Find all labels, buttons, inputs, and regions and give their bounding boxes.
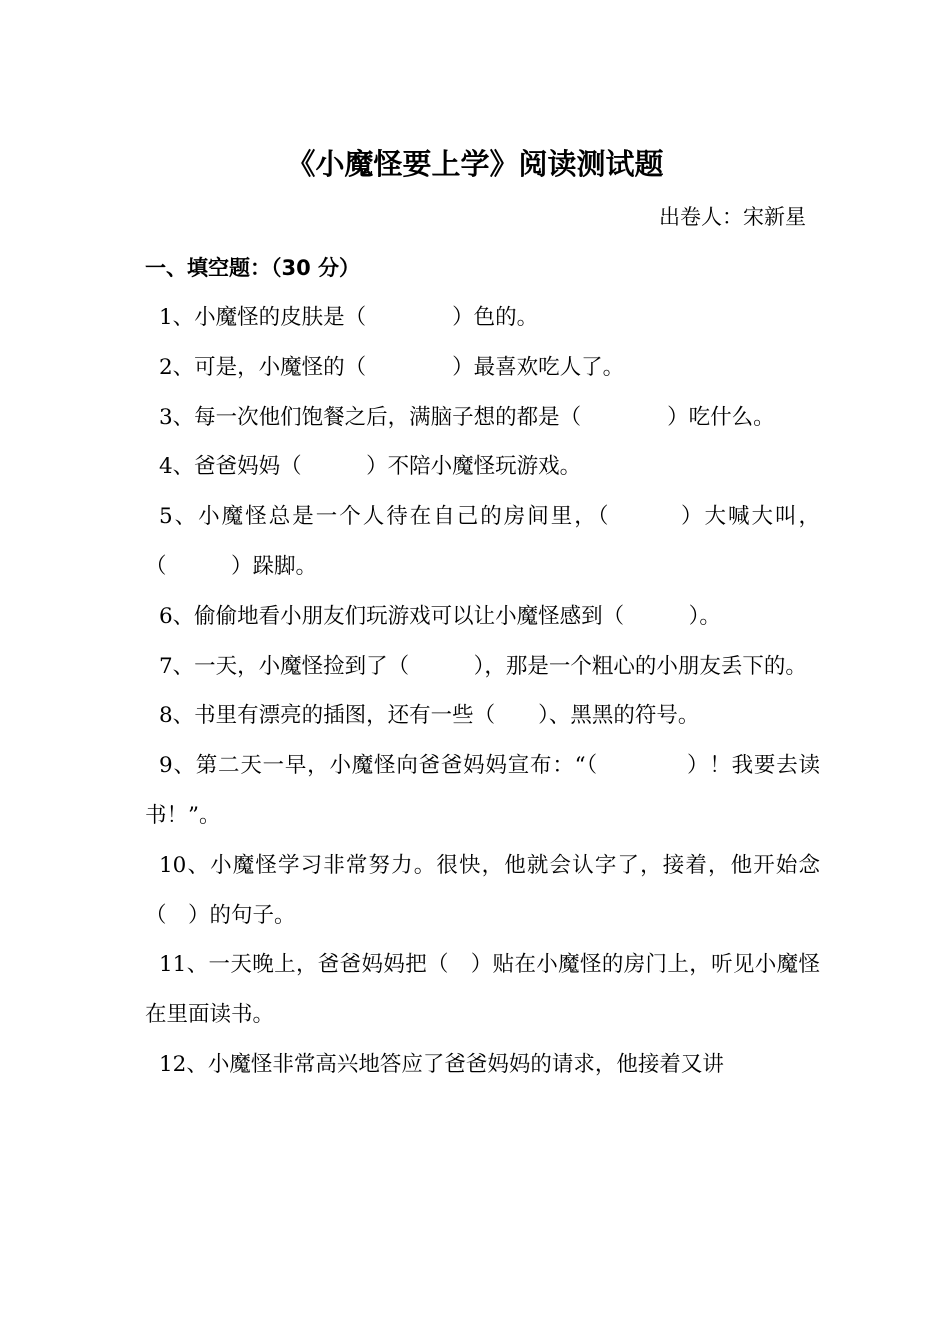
question-9: 9、第二天一早，小魔怪向爸爸妈妈宣布：“（ ）！我要去读书！”。 <box>145 753 820 828</box>
question-10: 10、小魔怪学习非常努力。很快，他就会认字了，接着，他开始念（ ）的句子。 <box>145 852 820 928</box>
question-1: 1、小魔怪的皮肤是（ ）色的。 <box>159 305 539 330</box>
question-list <box>145 293 820 1090</box>
section-heading: 一、填空题：（30 分） <box>145 256 361 280</box>
question-11: 11、一天晚上，爸爸妈妈把（ ）贴在小魔怪的房门上，听见小魔怪在里面读书。 <box>145 952 820 1028</box>
question-5: 5、小魔怪总是一个人待在自己的房间里，（ ）大喊大叫，（ ）跺脚。 <box>145 504 820 579</box>
question-3: 3、每一次他们饱餐之后，满脑子想的都是（ ）吃什么。 <box>159 404 775 430</box>
question-4: 4、爸爸妈妈（ ）不陪小魔怪玩游戏。 <box>159 454 582 480</box>
question-2: 2、可是，小魔怪的（ ）最喜欢吃人了。 <box>159 354 625 380</box>
question-6: 6、偷偷地看小朋友们玩游戏可以让小魔怪感到（ ）。 <box>159 603 721 629</box>
page-title: 《小魔怪要上学》阅读测试题 <box>286 147 664 181</box>
question-12: 12、小魔怪非常高兴地答应了爸爸妈妈的请求，他接着又讲 <box>159 1051 724 1077</box>
question-8: 8、书里有漂亮的插图，还有一些（ ）、黑黑的符号。 <box>159 703 700 729</box>
author-line: 出卷人：宋新星 <box>659 205 806 229</box>
question-7: 7、一天，小魔怪捡到了（ ），那是一个粗心的小朋友丢下的。 <box>159 653 807 679</box>
